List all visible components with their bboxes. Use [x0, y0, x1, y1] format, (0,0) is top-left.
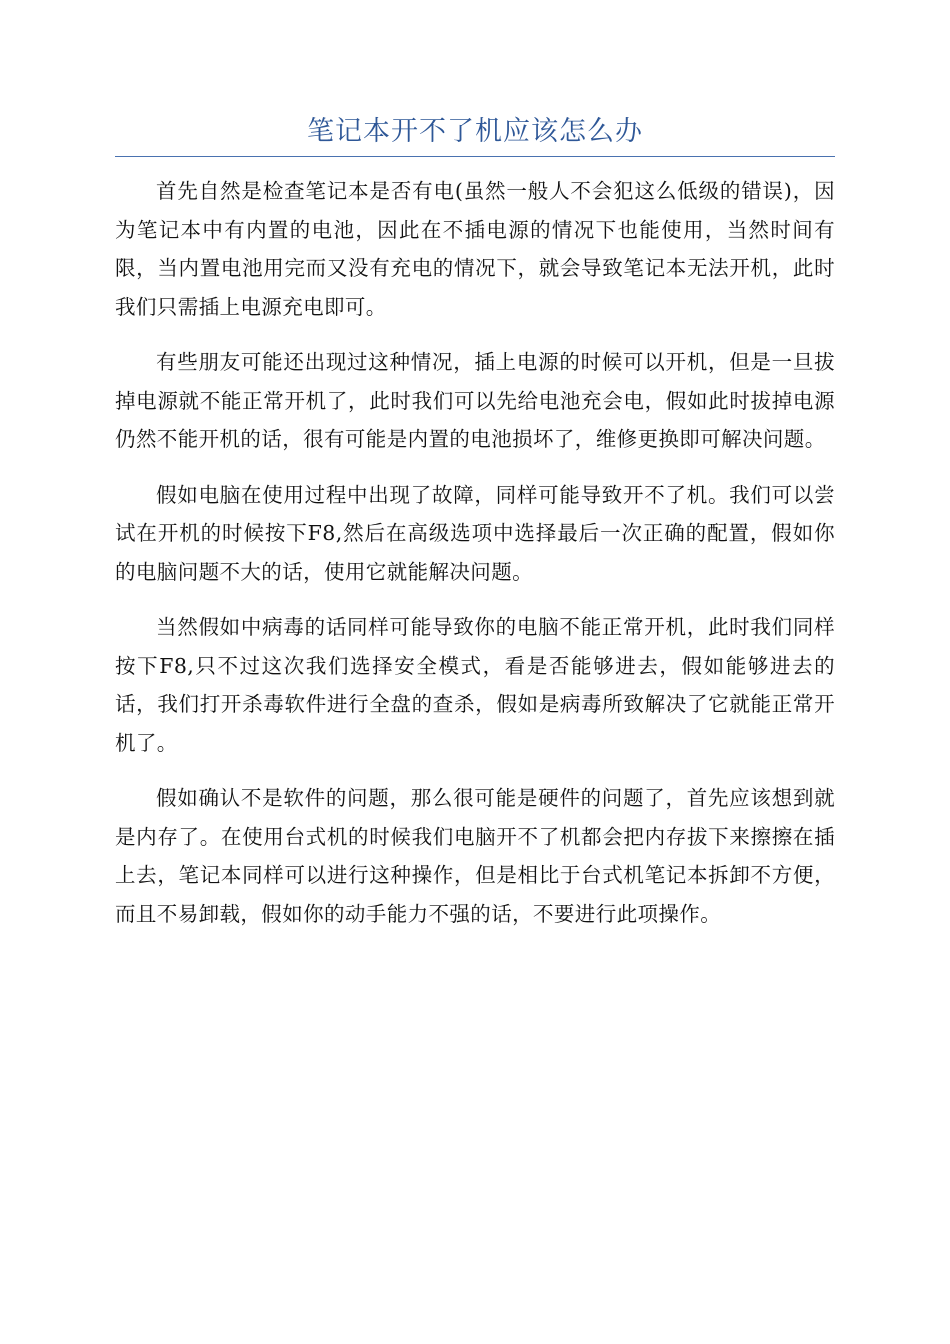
- paragraph: 有些朋友可能还出现过这种情况，插上电源的时候可以开机，但是一旦拔掉电源就不能正常开机了，此时我们可以先给电池充会电，假如此时拔掉电源仍然不能开机的话，很有可能是内置的电池损坏了，维修更换即可解决问题。: [115, 350, 835, 451]
- paragraph: 假如确认不是软件的问题，那么很可能是硬件的问题了，首先应该想到就是内存了。在使用台式机的时候我们电脑开不了机都会把内存拔下来擦擦在插上去，笔记本同样可以进行这种操作，但是相比于台式机笔记本拆卸不方便，而且不易卸载，假如你的动手能力不强的话，不要进行此项操作。: [115, 786, 835, 926]
- title-block: [115, 112, 835, 157]
- document-body: [115, 172, 835, 950]
- paragraph: 首先自然是检查笔记本是否有电(虽然一般人不会犯这么低级的错误)，因为笔记本中有内置的电池，因此在不插电源的情况下也能使用，当然时间有限，当内置电池用完而又没有充电的情况下，就会导致笔记本无法开机，此时我们只需插上电源充电即可。: [115, 179, 835, 319]
- paragraph: 当然假如中病毒的话同样可能导致你的电脑不能正常开机，此时我们同样按下F8,只不过这次我们选择安全模式，看是否能够进去，假如能够进去的话，我们打开杀毒软件进行全盘的查杀，假如是病毒所致解决了它就能正常开机了。: [115, 615, 835, 755]
- page-title: 笔记本开不了机应该怎么办: [307, 116, 643, 147]
- paragraph: 假如电脑在使用过程中出现了故障，同样可能导致开不了机。我们可以尝试在开机的时候按下F8,然后在高级选项中选择最后一次正确的配置，假如你的电脑问题不大的话，使用它就能解决问题。: [115, 482, 835, 584]
